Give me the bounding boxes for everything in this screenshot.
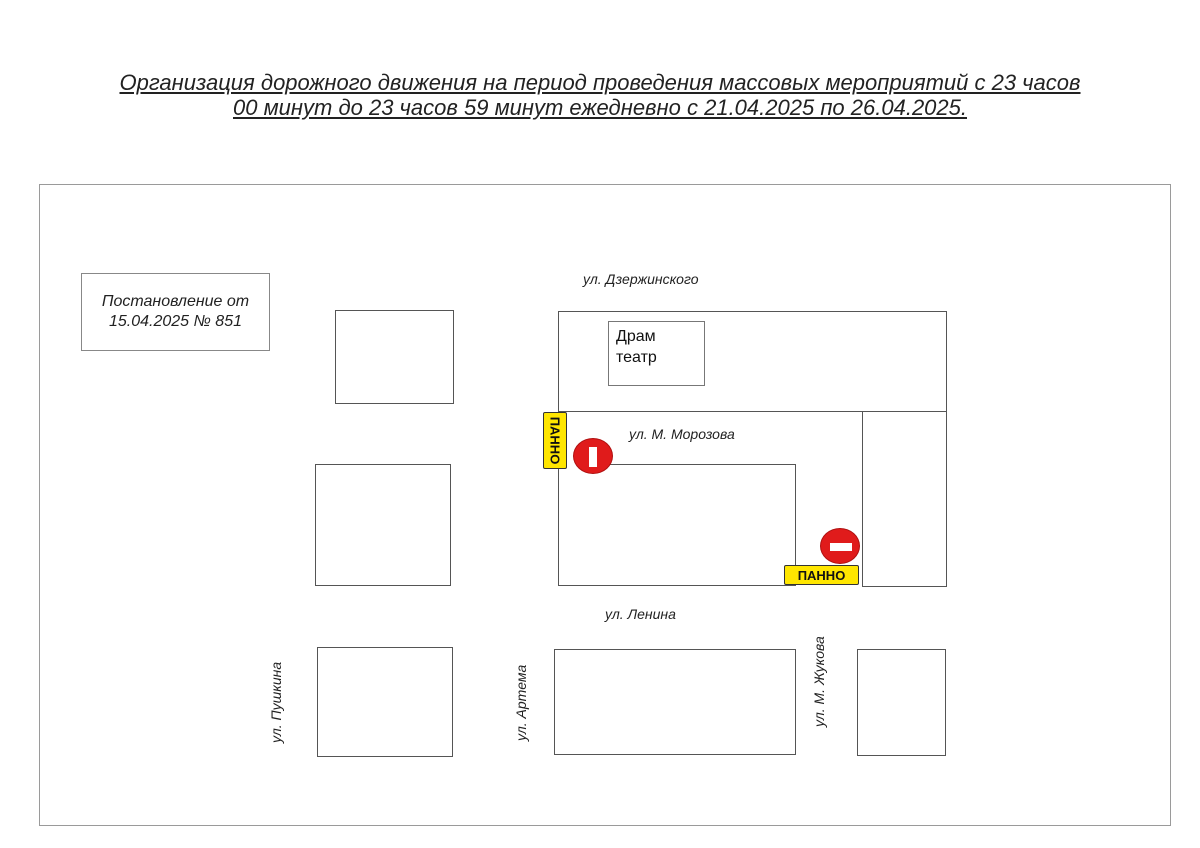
block-edge xyxy=(600,464,796,465)
street-label-pushkina: ул. Пушкина xyxy=(268,661,284,743)
map-title-line-2: 00 минут до 23 часов 59 минут ежедневно с 21.04.2025 по 26.04.2025. xyxy=(233,95,967,120)
street-label-artema: ул. Артема xyxy=(513,664,529,741)
drama-theatre-label-1: Драм xyxy=(616,328,656,345)
block-edge xyxy=(558,585,796,586)
drama-theatre-building xyxy=(608,321,705,386)
decree-line-2: 15.04.2025 № 851 xyxy=(109,313,242,330)
decree-line-1: Постановление от xyxy=(101,293,250,310)
city-block xyxy=(554,649,796,755)
panno-panel-vertical xyxy=(543,412,567,469)
city-block xyxy=(862,411,947,587)
street-label-morozova: ул. М. Морозова xyxy=(629,426,735,442)
city-block xyxy=(315,464,451,586)
street-label-lenina: ул. Ленина xyxy=(605,606,676,622)
decree-box xyxy=(81,273,270,351)
street-label-dzerzhinskogo: ул. Дзержинского xyxy=(583,271,699,287)
map-title xyxy=(60,70,1140,120)
city-block xyxy=(857,649,946,756)
panno-label-vertical: ПАННО xyxy=(547,416,563,465)
panno-panel-horizontal xyxy=(784,565,859,585)
street-label-zhukova: ул. М. Жукова xyxy=(811,636,827,727)
city-block xyxy=(317,647,453,757)
drama-theatre-label-2: театр xyxy=(616,349,657,366)
map-title-line-1: Организация дорожного движения на период проведения массовых мероприятий с 23 часов xyxy=(119,70,1081,95)
panno-label-horizontal: ПАННО xyxy=(797,567,846,583)
city-block xyxy=(335,310,454,404)
no-entry-sign-icon xyxy=(573,438,613,474)
no-entry-sign-icon xyxy=(820,528,860,564)
